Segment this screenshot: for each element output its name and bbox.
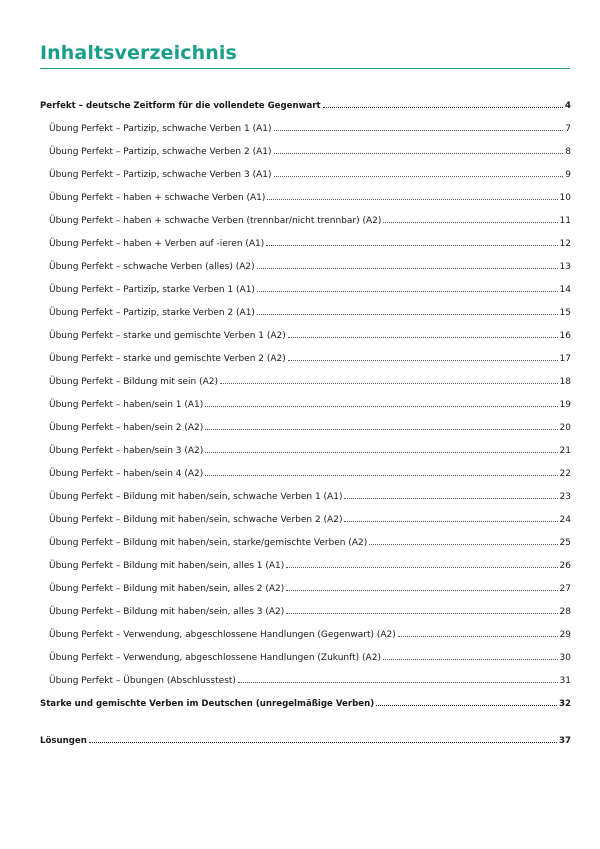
toc-dot-leader xyxy=(323,107,563,108)
toc-entry-title: Lösungen xyxy=(40,736,87,746)
toc-entry-page: 37 xyxy=(559,736,571,746)
toc-entry[interactable] xyxy=(40,100,571,112)
toc-entry-title: Übung Perfekt – Übungen (Abschlusstest) xyxy=(49,676,236,686)
toc-dot-leader xyxy=(89,742,557,743)
toc-dot-leader xyxy=(238,682,558,683)
toc-entry[interactable] xyxy=(49,261,571,273)
toc-entry[interactable] xyxy=(49,376,571,388)
toc-dot-leader xyxy=(369,544,557,545)
toc-entry-title: Übung Perfekt – Partizip, schwache Verben 2 (A1) xyxy=(49,147,272,157)
toc-entry[interactable] xyxy=(49,629,571,641)
toc-dot-leader xyxy=(286,590,557,591)
toc-entry-title: Starke und gemischte Verben im Deutschen (unregelmäßige Verben) xyxy=(40,699,375,709)
toc-entry-page: 4 xyxy=(565,101,571,111)
toc-entry-title: Übung Perfekt – Partizip, schwache Verben 1 (A1) xyxy=(49,124,272,134)
toc-entry[interactable] xyxy=(49,560,571,572)
toc-entry-page: 29 xyxy=(559,630,571,640)
toc-entry-page: 9 xyxy=(565,170,571,180)
toc-dot-leader xyxy=(274,130,564,131)
toc-entry-page: 27 xyxy=(559,584,571,594)
toc-entry[interactable] xyxy=(49,192,571,204)
toc-entry-title: Übung Perfekt – Bildung mit haben/sein, schwache Verben 2 (A2) xyxy=(49,515,343,525)
toc-dot-leader xyxy=(383,222,557,223)
toc-dot-leader xyxy=(288,360,558,361)
toc-dot-leader xyxy=(398,636,558,637)
toc-entry-title: Übung Perfekt – Verwendung, abgeschlossene Handlungen (Gegenwart) (A2) xyxy=(49,630,396,640)
toc-entry-title: Übung Perfekt – starke und gemischte Verben 2 (A2) xyxy=(49,354,286,364)
toc-entry-title: Übung Perfekt – haben/sein 3 (A2) xyxy=(49,446,204,456)
toc-entry-page: 8 xyxy=(565,147,571,157)
toc-entry-title: Übung Perfekt – Bildung mit sein (A2) xyxy=(49,377,219,387)
toc-entry-page: 10 xyxy=(559,193,571,203)
toc-dot-leader xyxy=(205,406,557,407)
toc-entry-title: Übung Perfekt – starke und gemischte Verben 1 (A2) xyxy=(49,331,286,341)
toc-entry[interactable] xyxy=(49,353,571,365)
toc-entry-page: 31 xyxy=(559,676,571,686)
toc-entry-page: 14 xyxy=(559,285,571,295)
toc-entry-page: 21 xyxy=(559,446,571,456)
toc-entry-page: 24 xyxy=(559,515,571,525)
toc-entry-page: 15 xyxy=(559,308,571,318)
toc-entry-title: Übung Perfekt – Partizip, starke Verben 1 (A1) xyxy=(49,285,255,295)
toc-entry-title: Übung Perfekt – Bildung mit haben/sein, alles 2 (A2) xyxy=(49,584,285,594)
toc-entry[interactable] xyxy=(49,537,571,549)
toc-entry[interactable] xyxy=(49,238,571,250)
toc-entry-page: 11 xyxy=(559,216,571,226)
toc-entry-title: Übung Perfekt – Partizip, schwache Verben 3 (A1) xyxy=(49,170,272,180)
toc-entry-page: 22 xyxy=(559,469,571,479)
toc-entry-page: 30 xyxy=(559,653,571,663)
toc-dot-leader xyxy=(257,291,558,292)
toc-entry-title: Übung Perfekt – haben/sein 2 (A2) xyxy=(49,423,204,433)
toc-entry[interactable] xyxy=(49,399,571,411)
toc-entry-page: 12 xyxy=(559,239,571,249)
toc-entry-title: Perfekt – deutsche Zeitform für die vollendete Gegenwart xyxy=(40,101,321,111)
toc-entry[interactable] xyxy=(49,123,571,135)
toc-dot-leader xyxy=(205,452,557,453)
toc-entry-title: Übung Perfekt – Partizip, starke Verben 2 (A1) xyxy=(49,308,255,318)
toc-entry[interactable] xyxy=(49,468,571,480)
toc-entry-title: Übung Perfekt – Bildung mit haben/sein, alles 3 (A2) xyxy=(49,607,285,617)
toc-entry[interactable] xyxy=(49,215,571,227)
page-title: Inhaltsverzeichnis xyxy=(40,42,237,64)
toc-entry-page: 25 xyxy=(559,538,571,548)
toc-entry[interactable] xyxy=(49,330,571,342)
toc-entry[interactable] xyxy=(40,735,571,747)
toc-entry[interactable] xyxy=(49,491,571,503)
toc-entry-title: Übung Perfekt – Bildung mit haben/sein, starke/gemischte Verben (A2) xyxy=(49,538,368,548)
toc-entry[interactable] xyxy=(49,422,571,434)
toc-dot-leader xyxy=(383,659,558,660)
toc-dot-leader xyxy=(288,337,558,338)
toc-entry[interactable] xyxy=(49,583,571,595)
toc-entry-page: 16 xyxy=(559,331,571,341)
toc-entry[interactable] xyxy=(49,445,571,457)
toc-entry-page: 23 xyxy=(559,492,571,502)
toc-entry-page: 13 xyxy=(559,262,571,272)
toc-entry[interactable] xyxy=(49,675,571,687)
toc-entry[interactable] xyxy=(49,514,571,526)
toc-entry[interactable] xyxy=(49,652,571,664)
toc-entry-title: Übung Perfekt – Verwendung, abgeschlossene Handlungen (Zukunft) (A2) xyxy=(49,653,381,663)
toc-dot-leader xyxy=(376,705,557,706)
toc-entry-page: 28 xyxy=(559,607,571,617)
toc-entry-title: Übung Perfekt – haben + schwache Verben (A1) xyxy=(49,193,266,203)
toc-dot-leader xyxy=(274,153,564,154)
toc-dot-leader xyxy=(286,613,557,614)
toc-dot-leader xyxy=(266,245,557,246)
toc-dot-leader xyxy=(344,521,557,522)
toc-entry-page: 26 xyxy=(559,561,571,571)
toc-entry-title: Übung Perfekt – Bildung mit haben/sein, schwache Verben 1 (A1) xyxy=(49,492,343,502)
toc-dot-leader xyxy=(205,429,557,430)
toc-entry-page: 32 xyxy=(559,699,571,709)
toc-entry[interactable] xyxy=(49,146,571,158)
toc-entry-title: Übung Perfekt – haben/sein 1 (A1) xyxy=(49,400,204,410)
toc-entry[interactable] xyxy=(49,307,571,319)
toc-entry-page: 20 xyxy=(559,423,571,433)
toc-entry-page: 17 xyxy=(559,354,571,364)
toc-entry[interactable] xyxy=(40,698,571,710)
toc-entry-title: Übung Perfekt – haben + schwache Verben (trennbar/nicht trennbar) (A2) xyxy=(49,216,382,226)
toc-dot-leader xyxy=(257,314,558,315)
toc-dot-leader xyxy=(344,498,557,499)
toc-dot-leader xyxy=(286,567,557,568)
toc-dot-leader xyxy=(205,475,557,476)
toc-entry-title: Übung Perfekt – haben + Verben auf -ieren (A1) xyxy=(49,239,265,249)
toc-entry-title: Übung Perfekt – Bildung mit haben/sein, alles 1 (A1) xyxy=(49,561,285,571)
toc-dot-leader xyxy=(257,268,558,269)
toc-dot-leader xyxy=(274,176,564,177)
toc-entry-title: Übung Perfekt – schwache Verben (alles) (A2) xyxy=(49,262,255,272)
toc-entry-page: 19 xyxy=(559,400,571,410)
toc-entry-page: 7 xyxy=(565,124,571,134)
toc-entry[interactable] xyxy=(49,606,571,618)
toc-dot-leader xyxy=(267,199,557,200)
toc-entry[interactable] xyxy=(49,169,571,181)
toc-entry[interactable] xyxy=(49,284,571,296)
toc-entry-page: 18 xyxy=(559,377,571,387)
toc-dot-leader xyxy=(220,383,558,384)
toc-entry-title: Übung Perfekt – haben/sein 4 (A2) xyxy=(49,469,204,479)
